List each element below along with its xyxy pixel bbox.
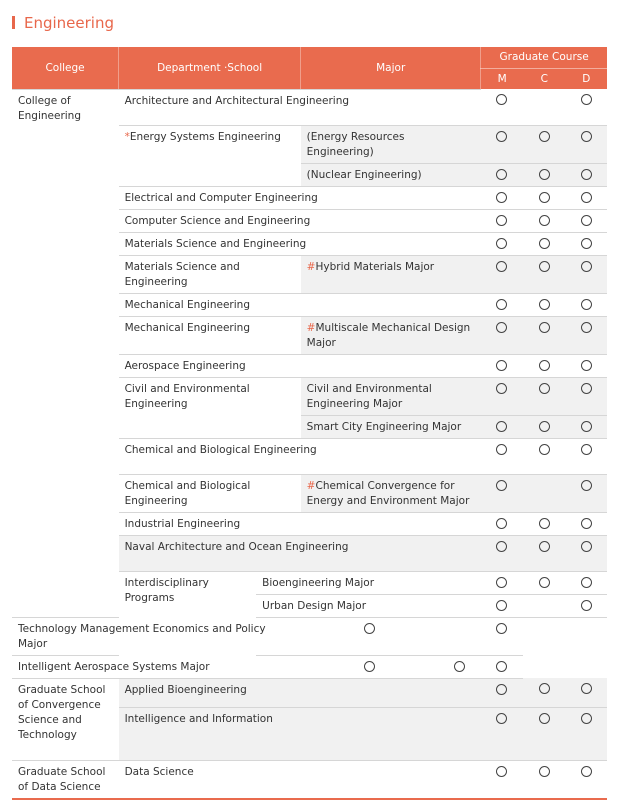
mark-c xyxy=(523,293,565,316)
mark-m xyxy=(481,760,523,799)
department-cell: Materials Science and Engineering xyxy=(119,255,301,293)
mark-d xyxy=(566,594,607,617)
department-cell: Industrial Engineering xyxy=(119,512,481,535)
mark-m xyxy=(481,474,523,512)
circle-mark-icon xyxy=(496,261,507,272)
circle-mark-icon xyxy=(581,766,592,777)
major-cell xyxy=(301,474,481,512)
hash-marker: # xyxy=(306,479,316,492)
mark-d xyxy=(566,512,607,535)
mark-m xyxy=(481,415,523,438)
mark-c xyxy=(523,255,565,293)
mark-m xyxy=(481,354,523,377)
circle-mark-icon xyxy=(581,577,592,588)
circle-mark-icon xyxy=(539,421,550,432)
mark-c xyxy=(523,163,565,186)
college-cell: Graduate School of Data Science xyxy=(12,760,119,799)
department-cell: Computer Science and Engineering xyxy=(119,209,481,232)
circle-mark-icon xyxy=(539,261,550,272)
mark-c xyxy=(523,512,565,535)
circle-mark-icon xyxy=(496,360,507,371)
mark-d xyxy=(566,760,607,799)
mark-c xyxy=(523,760,565,799)
major-cell: Civil and Environmental Engineering Major xyxy=(301,377,481,415)
mark-c xyxy=(523,89,565,125)
mark-c xyxy=(523,438,565,474)
mark-d xyxy=(566,125,607,163)
circle-mark-icon xyxy=(539,299,550,310)
circle-mark-icon xyxy=(581,215,592,226)
mark-m xyxy=(481,438,523,474)
star-marker: * xyxy=(124,130,130,143)
mark-m xyxy=(481,535,523,571)
circle-mark-icon xyxy=(581,238,592,249)
circle-mark-icon xyxy=(581,261,592,272)
major-label: Multiscale Mechanical Design Major xyxy=(306,321,471,349)
circle-mark-icon xyxy=(581,541,592,552)
mark-c xyxy=(523,678,565,707)
header-m: M xyxy=(481,68,523,89)
circle-mark-icon xyxy=(539,444,550,455)
circle-mark-icon xyxy=(581,383,592,394)
college-cell: College of Engineering xyxy=(12,89,119,617)
hash-marker: # xyxy=(306,260,316,273)
hash-marker: # xyxy=(306,321,316,334)
circle-mark-icon xyxy=(496,299,507,310)
department-cell: Materials Science and Engineering xyxy=(119,232,481,255)
circle-mark-icon xyxy=(454,661,465,672)
circle-mark-icon xyxy=(581,600,592,611)
major-label: Hybrid Materials Major xyxy=(315,260,435,273)
mark-d xyxy=(566,354,607,377)
department-cell: Chemical and Biological Engineering xyxy=(119,438,481,474)
circle-mark-icon xyxy=(539,518,550,529)
circle-mark-icon xyxy=(581,322,592,333)
mark-d xyxy=(566,209,607,232)
department-cell: Civil and Environmental Engineering xyxy=(119,377,301,438)
mark-c xyxy=(523,186,565,209)
circle-mark-icon xyxy=(581,131,592,142)
mark-d xyxy=(566,163,607,186)
mark-m xyxy=(481,512,523,535)
mark-c xyxy=(523,209,565,232)
mark-m xyxy=(481,186,523,209)
circle-mark-icon xyxy=(496,600,507,611)
mark-c xyxy=(523,707,565,760)
circle-mark-icon xyxy=(539,541,550,552)
major-cell: Technology Management Economics and Policy Major xyxy=(12,617,301,655)
mark-c xyxy=(523,535,565,571)
major-cell: (Nuclear Engineering) xyxy=(301,163,481,186)
major-label: Chemical Convergence for Energy and Environment Major xyxy=(306,479,470,507)
circle-mark-icon xyxy=(496,383,507,394)
circle-mark-icon xyxy=(496,421,507,432)
circle-mark-icon xyxy=(581,444,592,455)
mark-m xyxy=(481,232,523,255)
mark-m xyxy=(481,678,523,707)
circle-mark-icon xyxy=(539,215,550,226)
major-cell: Smart City Engineering Major xyxy=(301,415,481,438)
graduate-course-table xyxy=(12,47,607,800)
circle-mark-icon xyxy=(581,299,592,310)
mark-m xyxy=(481,293,523,316)
header-c: C xyxy=(523,68,565,89)
circle-mark-icon xyxy=(496,623,507,634)
mark-d xyxy=(566,415,607,438)
circle-mark-icon xyxy=(496,131,507,142)
mark-c xyxy=(523,594,565,617)
mark-c xyxy=(523,474,565,512)
department-cell: Electrical and Computer Engineering xyxy=(119,186,481,209)
circle-mark-icon xyxy=(581,94,592,105)
major-cell: (Energy Resources Engineering) xyxy=(301,125,481,163)
circle-mark-icon xyxy=(581,169,592,180)
circle-mark-icon xyxy=(581,480,592,491)
mark-d xyxy=(566,293,607,316)
mark-m xyxy=(301,617,439,655)
mark-d xyxy=(566,474,607,512)
mark-m xyxy=(481,163,523,186)
header-department: Department ·School xyxy=(119,47,301,89)
header-d: D xyxy=(566,68,607,89)
section-title xyxy=(12,13,114,33)
department-cell: Intelligence and Information xyxy=(119,707,481,760)
circle-mark-icon xyxy=(539,766,550,777)
circle-mark-icon xyxy=(496,169,507,180)
circle-mark-icon xyxy=(539,383,550,394)
mark-c xyxy=(523,415,565,438)
header-graduate-course: Graduate Course xyxy=(481,47,607,68)
mark-d xyxy=(566,89,607,125)
mark-m xyxy=(481,209,523,232)
circle-mark-icon xyxy=(496,238,507,249)
department-cell: Applied Bioengineering xyxy=(119,678,481,707)
header-major: Major xyxy=(301,47,481,89)
department-cell: Interdisciplinary Programs xyxy=(119,571,257,678)
circle-mark-icon xyxy=(496,684,507,695)
department-cell: Data Science xyxy=(119,760,481,799)
department-cell: Mechanical Engineering xyxy=(119,293,481,316)
circle-mark-icon xyxy=(539,131,550,142)
circle-mark-icon xyxy=(539,169,550,180)
mark-c xyxy=(523,125,565,163)
circle-mark-icon xyxy=(496,518,507,529)
department-cell: Mechanical Engineering xyxy=(119,316,301,354)
mark-c xyxy=(523,571,565,594)
circle-mark-icon xyxy=(539,683,550,694)
mark-m xyxy=(481,255,523,293)
mark-d xyxy=(566,255,607,293)
circle-mark-icon xyxy=(539,360,550,371)
circle-mark-icon xyxy=(496,541,507,552)
department-cell: Naval Architecture and Ocean Engineering xyxy=(119,535,481,571)
circle-mark-icon xyxy=(539,322,550,333)
department-cell: Architecture and Architectural Engineering xyxy=(119,89,481,125)
circle-mark-icon xyxy=(581,683,592,694)
circle-mark-icon xyxy=(539,577,550,588)
circle-mark-icon xyxy=(496,215,507,226)
major-cell xyxy=(301,255,481,293)
department-cell: Aerospace Engineering xyxy=(119,354,481,377)
mark-c xyxy=(523,377,565,415)
circle-mark-icon xyxy=(581,713,592,724)
circle-mark-icon xyxy=(496,192,507,203)
circle-mark-icon xyxy=(496,577,507,588)
circle-mark-icon xyxy=(496,444,507,455)
mark-d xyxy=(566,438,607,474)
circle-mark-icon xyxy=(581,421,592,432)
mark-c xyxy=(523,316,565,354)
mark-d xyxy=(566,535,607,571)
mark-c xyxy=(523,232,565,255)
mark-d xyxy=(566,571,607,594)
mark-d xyxy=(481,617,523,655)
circle-mark-icon xyxy=(364,623,375,634)
circle-mark-icon xyxy=(364,661,375,672)
mark-m xyxy=(301,655,439,678)
mark-d xyxy=(566,678,607,707)
college-cell: Graduate School of Convergence Science and Technology xyxy=(12,678,119,760)
circle-mark-icon xyxy=(581,360,592,371)
mark-m xyxy=(481,377,523,415)
circle-mark-icon xyxy=(496,480,507,491)
circle-mark-icon xyxy=(496,94,507,105)
circle-mark-icon xyxy=(539,192,550,203)
circle-mark-icon xyxy=(496,713,507,724)
department-cell xyxy=(119,125,301,186)
major-cell xyxy=(301,316,481,354)
circle-mark-icon xyxy=(539,713,550,724)
mark-m xyxy=(481,125,523,163)
mark-d xyxy=(566,377,607,415)
mark-m xyxy=(481,571,523,594)
section-title-text: Engineering xyxy=(24,14,114,32)
mark-c xyxy=(438,617,480,655)
circle-mark-icon xyxy=(581,518,592,529)
mark-d xyxy=(566,186,607,209)
circle-mark-icon xyxy=(539,238,550,249)
header-college: College xyxy=(12,47,119,89)
mark-d xyxy=(566,316,607,354)
major-cell: Urban Design Major xyxy=(256,594,481,617)
major-cell: Intelligent Aerospace Systems Major xyxy=(12,655,301,678)
department-label: Energy Systems Engineering xyxy=(129,130,281,143)
mark-c xyxy=(438,655,480,678)
major-cell: Bioengineering Major xyxy=(256,571,481,594)
mark-d xyxy=(566,232,607,255)
title-accent-bar xyxy=(12,16,15,29)
mark-d xyxy=(566,707,607,760)
mark-m xyxy=(481,594,523,617)
mark-c xyxy=(523,354,565,377)
circle-mark-icon xyxy=(581,192,592,203)
mark-m xyxy=(481,707,523,760)
circle-mark-icon xyxy=(496,661,507,672)
mark-m xyxy=(481,316,523,354)
circle-mark-icon xyxy=(496,322,507,333)
mark-d xyxy=(481,655,523,678)
circle-mark-icon xyxy=(496,766,507,777)
mark-m xyxy=(481,89,523,125)
department-cell: Chemical and Biological Engineering xyxy=(119,474,301,512)
